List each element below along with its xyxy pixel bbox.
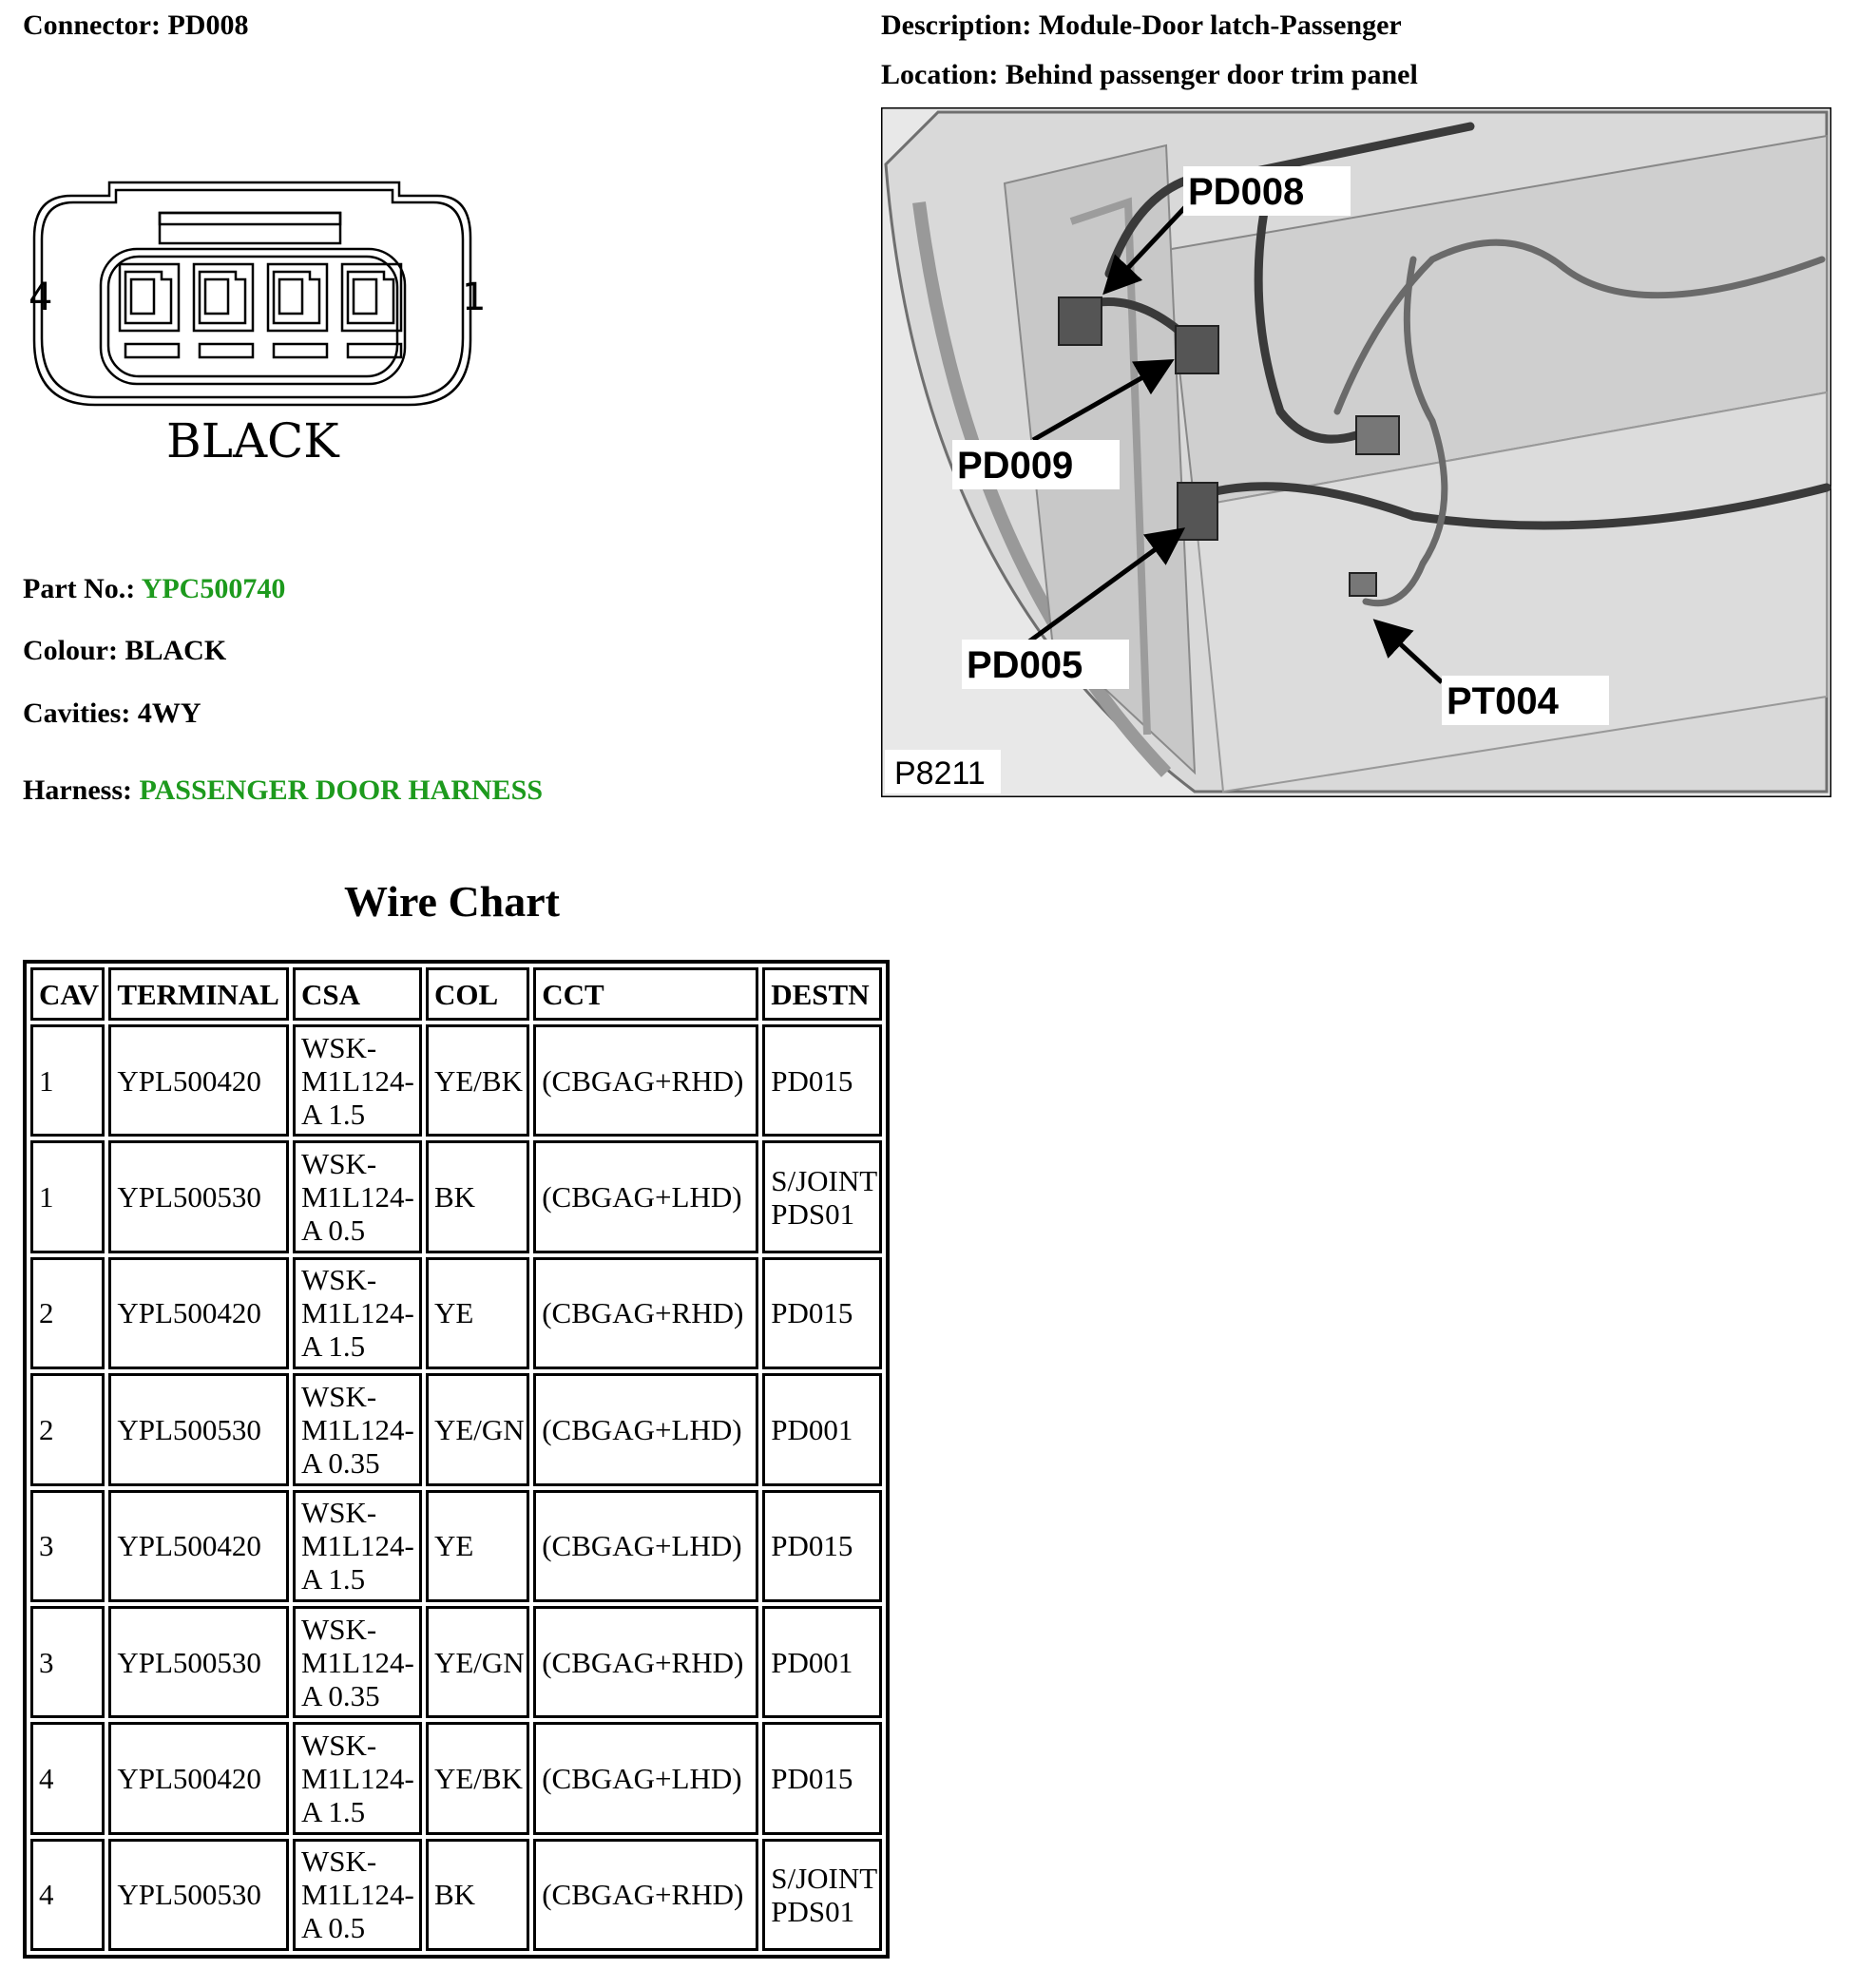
pin-4-label: 4 (29, 276, 53, 319)
cell-cav: 2 (30, 1373, 105, 1485)
table-row (30, 1373, 882, 1485)
cell-destn: S/JOINT PDS01 (762, 1140, 882, 1252)
part-no-label: Part No.: (23, 573, 136, 604)
connector-face-diagram (19, 181, 494, 485)
cell-destn: S/JOINT PDS01 (762, 1839, 882, 1951)
table-row (30, 1606, 882, 1718)
cell-csa: WSK-M1L124-A 1.5 (293, 1490, 422, 1602)
table-row (30, 1722, 882, 1834)
cell-destn: PD015 (762, 1024, 882, 1137)
cell-cav: 4 (30, 1722, 105, 1834)
col-header-csa: CSA (293, 967, 422, 1021)
cell-csa: WSK-M1L124-A 0.5 (293, 1140, 422, 1252)
description-label: Description: (881, 10, 1032, 41)
cell-csa: WSK-M1L124-A 1.5 (293, 1024, 422, 1137)
harness-link[interactable]: PASSENGER DOOR HARNESS (139, 774, 544, 806)
wire-chart-table (23, 960, 890, 1959)
cell-cct: (CBGAG+RHD) (533, 1024, 758, 1137)
description-heading (881, 10, 1402, 42)
part-no-row (23, 573, 285, 605)
cell-cav: 3 (30, 1606, 105, 1718)
col-header-destn: DESTN (762, 967, 882, 1021)
connector-location-image (881, 107, 1831, 797)
cell-terminal: YPL500420 (108, 1257, 289, 1369)
table-row (30, 1839, 882, 1951)
location-heading (881, 59, 1418, 91)
table-row (30, 1140, 882, 1252)
cell-cct: (CBGAG+LHD) (533, 1722, 758, 1834)
cell-terminal: YPL500530 (108, 1606, 289, 1718)
cell-cct: (CBGAG+LHD) (533, 1140, 758, 1252)
cell-cav: 3 (30, 1490, 105, 1602)
cell-cct: (CBGAG+LHD) (533, 1490, 758, 1602)
col-header-cct: CCT (533, 967, 758, 1021)
cell-destn: PD001 (762, 1373, 882, 1485)
cell-csa: WSK-M1L124-A 1.5 (293, 1257, 422, 1369)
col-header-terminal: TERMINAL (108, 967, 289, 1021)
cell-cav: 1 (30, 1140, 105, 1252)
table-row (30, 1257, 882, 1369)
cell-col: BK (426, 1140, 529, 1252)
table-row (30, 1490, 882, 1602)
cell-cct: (CBGAG+LHD) (533, 1373, 758, 1485)
connector-value: PD008 (167, 10, 249, 41)
cell-cav: 2 (30, 1257, 105, 1369)
table-row (30, 1024, 882, 1137)
callout-pd005: PD005 (967, 644, 1083, 686)
cell-csa: WSK-M1L124-A 0.35 (293, 1606, 422, 1718)
cavities-value: 4WY (137, 698, 201, 729)
cell-csa: WSK-M1L124-A 1.5 (293, 1722, 422, 1834)
cell-col: YE (426, 1257, 529, 1369)
cell-col: YE/GN (426, 1373, 529, 1485)
callout-pt004: PT004 (1447, 680, 1559, 722)
location-value: Behind passenger door trim panel (1005, 59, 1418, 90)
col-header-cav: CAV (30, 967, 105, 1021)
cell-destn: PD015 (762, 1490, 882, 1602)
cell-cav: 1 (30, 1024, 105, 1137)
wire-chart-title: Wire Chart (344, 877, 560, 926)
harness-label: Harness: (23, 774, 132, 806)
part-no-link[interactable]: YPC500740 (141, 573, 286, 604)
cell-col: BK (426, 1839, 529, 1951)
cell-cav: 4 (30, 1839, 105, 1951)
cell-csa: WSK-M1L124-A 0.5 (293, 1839, 422, 1951)
harness-row (23, 774, 543, 807)
cell-col: YE (426, 1490, 529, 1602)
callout-pd008: PD008 (1188, 171, 1305, 213)
callout-pd009: PD009 (957, 445, 1074, 487)
colour-value: BLACK (125, 635, 227, 666)
cell-cct: (CBGAG+RHD) (533, 1839, 758, 1951)
cavities-row (23, 698, 201, 730)
cell-col: YE/BK (426, 1722, 529, 1834)
cell-destn: PD015 (762, 1722, 882, 1834)
cell-destn: PD001 (762, 1606, 882, 1718)
cell-col: YE/BK (426, 1024, 529, 1137)
cell-csa: WSK-M1L124-A 0.35 (293, 1373, 422, 1485)
connector-heading (23, 10, 248, 42)
pin-1-label: 1 (462, 276, 487, 319)
colour-label: Colour: (23, 635, 118, 666)
location-label: Location: (881, 59, 999, 90)
cell-terminal: YPL500420 (108, 1490, 289, 1602)
connector-label: Connector: (23, 10, 161, 41)
figure-id: P8211 (894, 755, 986, 792)
cavities-label: Cavities: (23, 698, 131, 729)
cell-cct: (CBGAG+RHD) (533, 1606, 758, 1718)
cell-terminal: YPL500420 (108, 1024, 289, 1137)
cell-terminal: YPL500420 (108, 1722, 289, 1834)
cell-terminal: YPL500530 (108, 1140, 289, 1252)
cell-terminal: YPL500530 (108, 1839, 289, 1951)
cell-col: YE/GN (426, 1606, 529, 1718)
cell-cct: (CBGAG+RHD) (533, 1257, 758, 1369)
cell-destn: PD015 (762, 1257, 882, 1369)
cell-terminal: YPL500530 (108, 1373, 289, 1485)
col-header-col: COL (426, 967, 529, 1021)
connector-color-label: BLACK (166, 413, 339, 468)
colour-row (23, 635, 226, 667)
description-value: Module-Door latch-Passenger (1038, 10, 1402, 41)
table-header-row (30, 967, 882, 1021)
